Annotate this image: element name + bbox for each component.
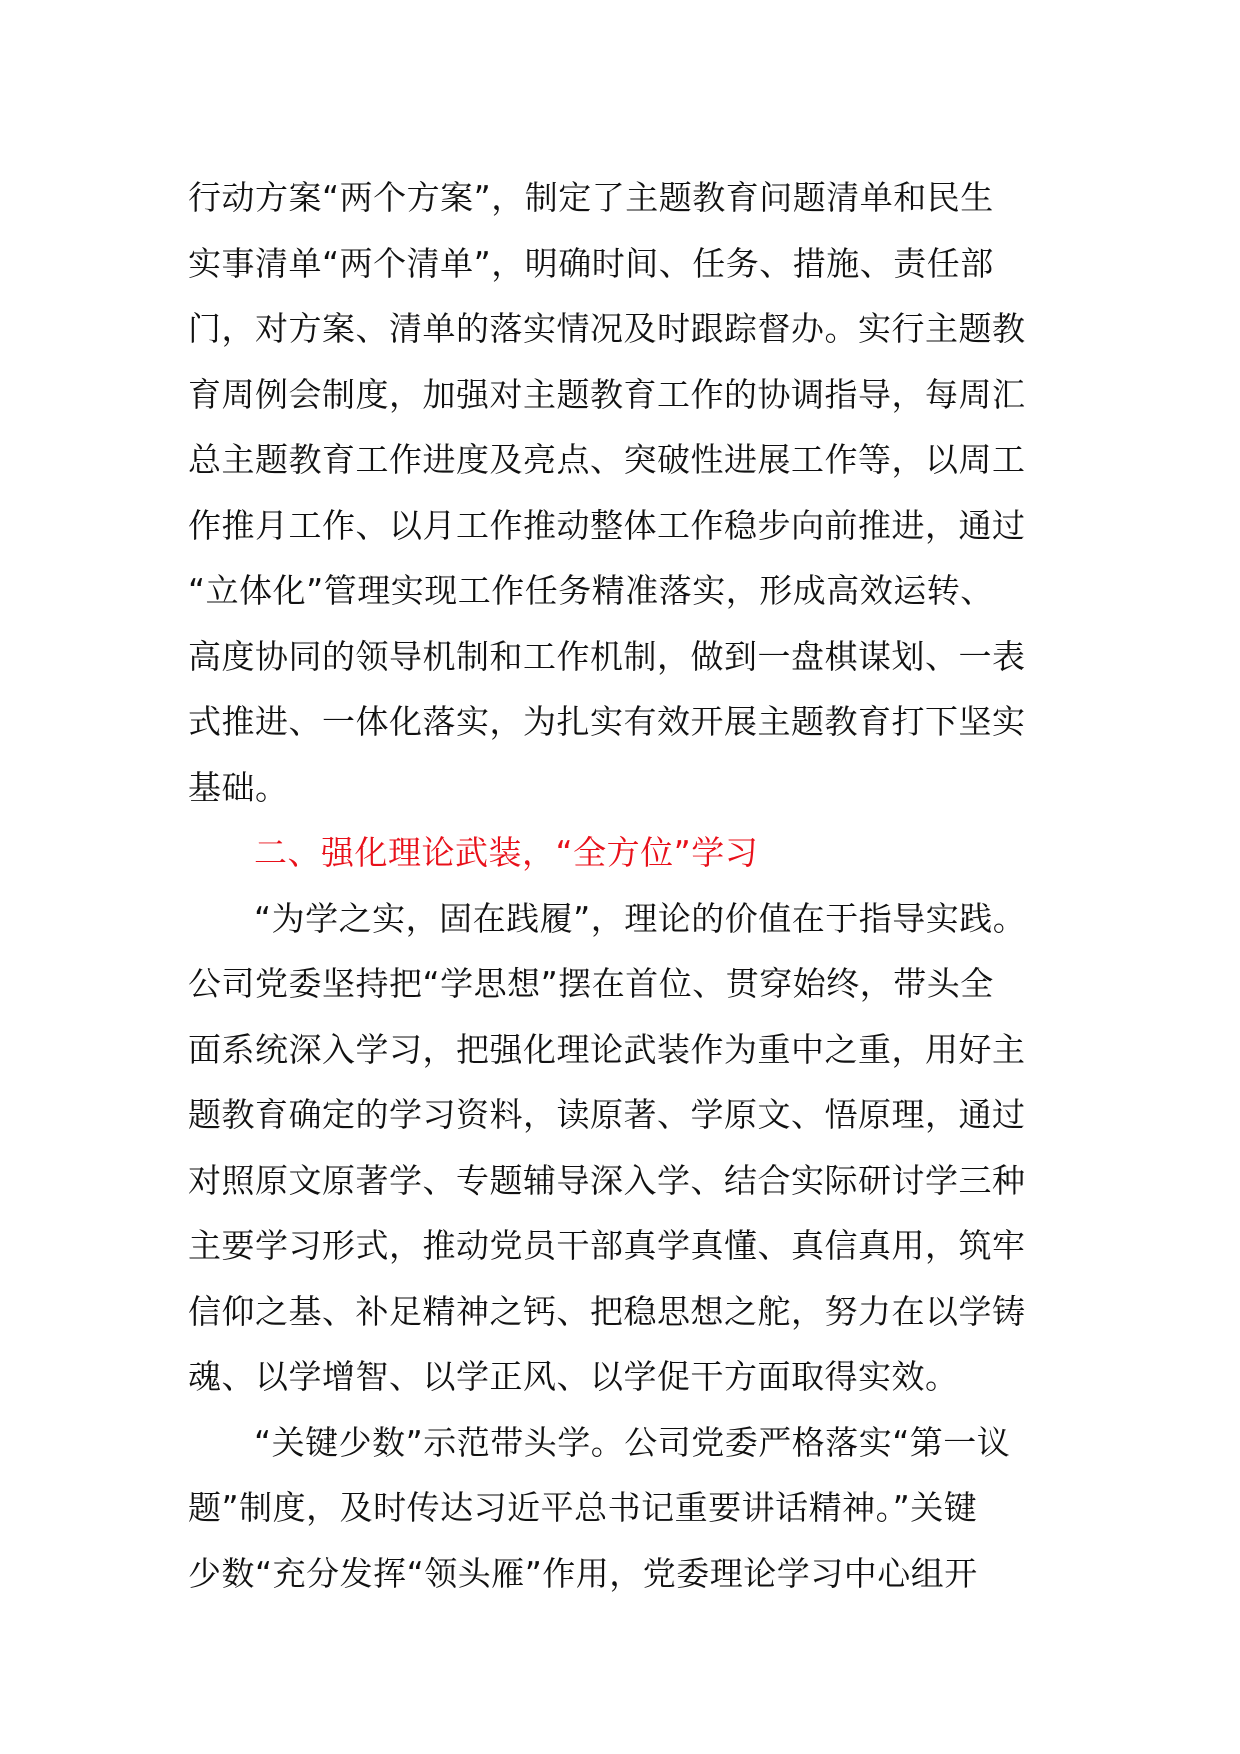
paragraph-line: 主要学习形式，推动党员干部真学真懂、真信真用，筑牢 — [188, 1226, 1026, 1265]
paragraph-line: 少数“充分发挥“领头雁”作用，党委理论学习中心组开 — [188, 1553, 978, 1593]
body-text — [188, 165, 1058, 1606]
paragraph-line: 行动方案“两个方案”，制定了主题教育问题清单和民生 — [188, 178, 994, 217]
paragraph-line: 信仰之基、补足精神之钙、把稳思想之舵，努力在以学铸 — [188, 1291, 1026, 1331]
paragraph-line: 题教育确定的学习资料，读原著、学原文、悟原理，通过 — [188, 1095, 1026, 1134]
paragraph-line: 门，对方案、清单的落实情况及时跟踪督办。实行主题教 — [188, 309, 1026, 348]
paragraph-line: 面系统深入学习，把强化理论武装作为重中之重，用好主 — [188, 1029, 1026, 1069]
paragraph-line: 高度协同的领导机制和工作机制，做到一盘棋谋划、一表 — [188, 636, 1026, 676]
paragraph-line: 育周例会制度，加强对主题教育工作的协调指导，每周汇 — [188, 374, 1026, 414]
paragraph-line: 式推进、一体化落实，为扎实有效开展主题教育打下坚实 — [188, 702, 1026, 741]
paragraph-line: 总主题教育工作进度及亮点、突破性进展工作等，以周工 — [188, 440, 1026, 479]
paragraph-line: “关键少数”示范带头学。公司党委严格落实“第一议 — [254, 1422, 1011, 1462]
paragraph-line: 公司党委坚持把“学思想”摆在首位、贯穿始终，带头全 — [188, 964, 994, 1003]
paragraph-line: 作推月工作、以月工作推动整体工作稳步向前推进，通过 — [188, 505, 1026, 545]
paragraph-line: 题”制度，及时传达习近平总书记重要讲话精神。”关键 — [188, 1488, 978, 1527]
paragraph-line: “立体化”管理实现工作任务精准落实，形成高效运转、 — [188, 571, 994, 610]
paragraph-line: 魂、以学增智、以学正风、以学促干方面取得实效。 — [188, 1357, 959, 1396]
paragraph-line: “为学之实，固在践履”，理论的价值在于指导实践。 — [254, 898, 1027, 938]
paragraph-line: 实事清单“两个清单”，明确时间、任务、措施、责任部 — [188, 243, 994, 283]
paragraph-line: 基础。 — [188, 767, 289, 807]
paragraph-line: 对照原文原著学、专题辅导深入学、结合实际研讨学三种 — [188, 1160, 1026, 1200]
section-heading: 二、强化理论武装，“全方位”学习 — [254, 833, 759, 872]
